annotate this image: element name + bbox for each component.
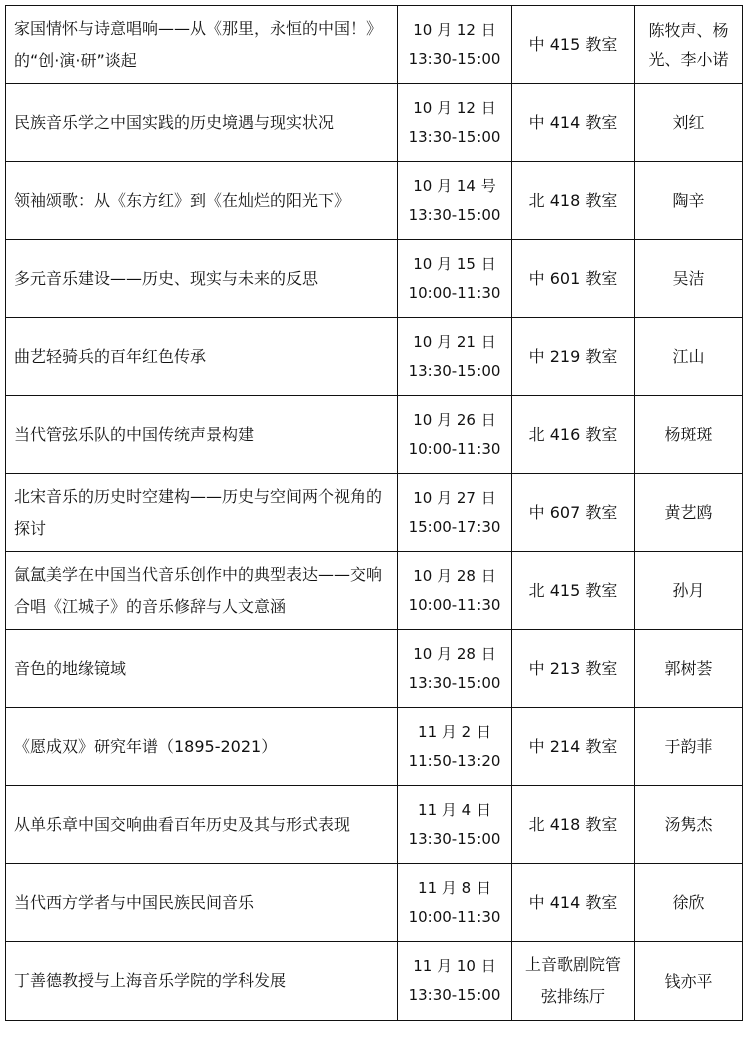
lecture-time: 13:30-15:00 [408,205,501,224]
table-row [6,552,743,630]
lecture-title: 家国情怀与诗意唱响——从《那里，永恒的中国！》的“创·演·研”谈起 [6,6,398,84]
lecture-time: 10:00-11:30 [408,595,501,614]
lecture-room: 中 214 教室 [512,708,635,786]
lecture-datetime [398,942,512,1021]
lecture-room: 北 418 教室 [512,786,635,864]
table-row [6,6,743,84]
lecture-room: 中 219 教室 [512,318,635,396]
lecture-speaker: 陈牧声、杨光、李小诺 [635,6,743,84]
lecture-datetime [398,474,512,552]
lecture-date: 11 月 8 日 [418,878,491,897]
table-row [6,318,743,396]
lecture-datetime [398,318,512,396]
lecture-room: 中 414 教室 [512,84,635,162]
lecture-room: 北 415 教室 [512,552,635,630]
lecture-time: 11:50-13:20 [408,751,501,770]
lecture-title: 北宋音乐的历史时空建构——历史与空间两个视角的探讨 [6,474,398,552]
lecture-time: 13:30-15:00 [408,127,501,146]
table-row [6,474,743,552]
lecture-title: 音色的地缘镜域 [6,630,398,708]
lecture-time: 13:30-15:00 [408,673,501,692]
lecture-time: 10:00-11:30 [408,907,501,926]
lecture-date: 10 月 27 日 [413,488,496,507]
lecture-speaker: 徐欣 [635,864,743,942]
lecture-title: 从单乐章中国交响曲看百年历史及其与形式表现 [6,786,398,864]
lecture-time: 15:00-17:30 [408,517,501,536]
lecture-speaker: 黄艺鸥 [635,474,743,552]
lecture-title: 多元音乐建设——历史、现实与未来的反思 [6,240,398,318]
lecture-speaker: 杨斑斑 [635,396,743,474]
table-row [6,942,743,1021]
lecture-datetime [398,708,512,786]
lecture-speaker: 江山 [635,318,743,396]
lecture-datetime [398,864,512,942]
lecture-room: 中 414 教室 [512,864,635,942]
lecture-time: 13:30-15:00 [408,361,501,380]
lecture-date: 11 月 10 日 [413,957,496,975]
lecture-time: 13:30-15:00 [408,986,501,1004]
lecture-speaker: 郭树荟 [635,630,743,708]
lecture-time: 13:30-15:00 [408,49,501,68]
lecture-date: 11 月 4 日 [418,800,491,819]
lecture-speaker: 汤隽杰 [635,786,743,864]
lecture-title: 氤氲美学在中国当代音乐创作中的典型表达——交响合唱《江城子》的音乐修辞与人文意涵 [6,552,398,630]
lecture-datetime [398,630,512,708]
lecture-title: 当代管弦乐队的中国传统声景构建 [6,396,398,474]
table-row [6,864,743,942]
lecture-title: 曲艺轻骑兵的百年红色传承 [6,318,398,396]
lecture-date: 10 月 12 日 [413,20,496,39]
lecture-title: 民族音乐学之中国实践的历史境遇与现实状况 [6,84,398,162]
lecture-datetime [398,552,512,630]
lecture-room: 中 415 教室 [512,6,635,84]
lecture-date: 10 月 21 日 [413,332,496,351]
lecture-datetime [398,786,512,864]
lecture-speaker: 于韵菲 [635,708,743,786]
lecture-room: 中 213 教室 [512,630,635,708]
table-row [6,84,743,162]
table-row [6,708,743,786]
lecture-datetime [398,84,512,162]
lecture-date: 10 月 28 日 [413,644,496,663]
lecture-time: 13:30-15:00 [408,829,501,848]
lecture-time: 10:00-11:30 [408,283,501,302]
table-row [6,786,743,864]
lecture-date: 10 月 28 日 [413,566,496,585]
table-row [6,162,743,240]
lecture-title: 领袖颂歌：从《东方红》到《在灿烂的阳光下》 [6,162,398,240]
lecture-date: 10 月 26 日 [413,410,496,429]
table-row [6,630,743,708]
lecture-date: 10 月 12 日 [413,98,496,117]
table-row [6,240,743,318]
lecture-time: 10:00-11:30 [408,439,501,458]
lecture-room: 中 601 教室 [512,240,635,318]
lecture-speaker: 孙月 [635,552,743,630]
lecture-date: 11 月 2 日 [418,722,491,741]
lecture-datetime [398,240,512,318]
lecture-speaker: 陶辛 [635,162,743,240]
lecture-room: 北 416 教室 [512,396,635,474]
lecture-speaker: 钱亦平 [635,942,743,1021]
lecture-room: 北 418 教室 [512,162,635,240]
lecture-title: 当代西方学者与中国民族民间音乐 [6,864,398,942]
lecture-speaker: 吴洁 [635,240,743,318]
lecture-room: 中 607 教室 [512,474,635,552]
lecture-room: 上音歌剧院管弦排练厅 [512,942,635,1021]
lecture-datetime [398,396,512,474]
lecture-date: 10 月 15 日 [413,254,496,273]
lecture-date: 10 月 14 号 [413,176,496,195]
schedule-table [5,5,743,1021]
lecture-title: 丁善德教授与上海音乐学院的学科发展 [6,942,398,1021]
lecture-title: 《愿成双》研究年谱（1895-2021） [6,708,398,786]
lecture-speaker: 刘红 [635,84,743,162]
lecture-schedule [5,5,743,1021]
table-row [6,396,743,474]
lecture-datetime [398,6,512,84]
lecture-datetime [398,162,512,240]
